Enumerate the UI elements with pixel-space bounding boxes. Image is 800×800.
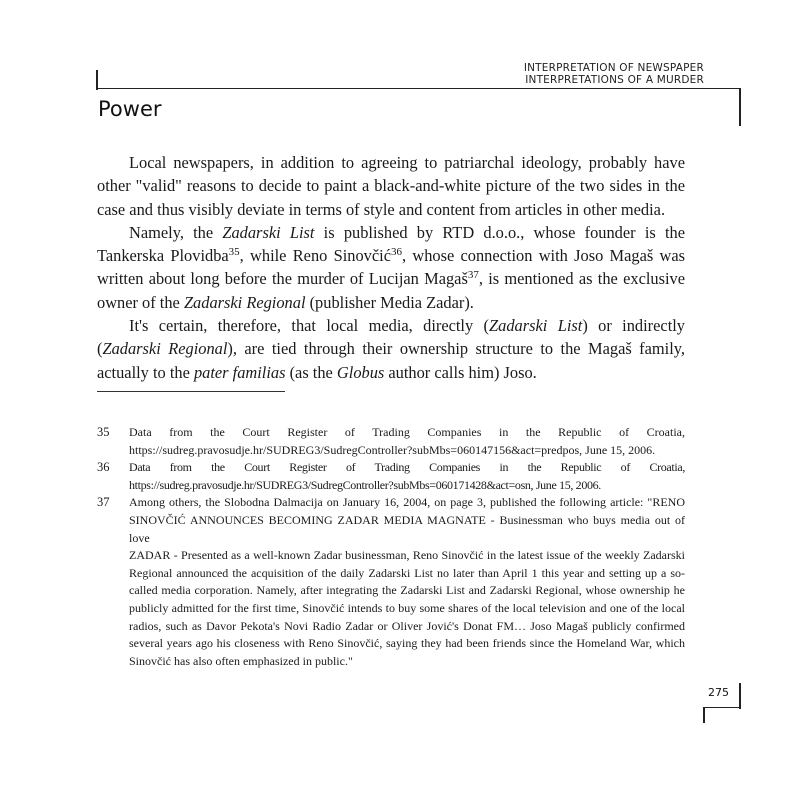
footnote-text: Data from the Court Register of Trading Companies in the Republic of Croatia, https://sudreg.pravosudje.hr/SUDREG3/SudregController?subMbs=060171428&act=osn, June 15, 2006. — [129, 460, 685, 492]
footnote-separator — [97, 391, 285, 392]
footnotes — [97, 424, 685, 670]
paragraph-1: Local newspapers, in addition to agreeing to patriarchal ideology, probably have other "valid" reasons to decide to paint a black-and-white picture of the two sides in the case and thus visibly deviate in terms of style and content from articles in other media. — [97, 153, 685, 219]
footnote-text: Data from the Court Register of Trading Companies in the Republic of Croatia, https://sudreg.pravosudje.hr/SUDREG3/SudregController?subMbs=060147156&act=predpos, June 15, 2006. — [129, 425, 685, 457]
footnote-37 — [97, 494, 685, 670]
page-number: 275 — [708, 686, 729, 699]
footnote-number: 36 — [97, 460, 110, 475]
latin-term: pater familias — [193, 362, 286, 382]
chapter-title: Power — [98, 97, 162, 121]
footnote-35 — [97, 424, 685, 459]
publication-name: Zadarski List — [222, 222, 315, 242]
header-rule-top — [96, 88, 741, 89]
publication-name: Globus — [336, 362, 385, 382]
running-header-line-2: INTERPRETATIONS OF A MURDER — [525, 74, 704, 86]
publication-name: Zadarski List — [489, 316, 583, 336]
page-number-rule-horizontal — [703, 707, 741, 708]
footnote-36 — [97, 459, 685, 494]
body-text — [97, 151, 685, 384]
paragraph-3: It's certain, therefore, that local media, directly (Zadarski List) or indirectly (Zadarski Regional), are tied through their ownership structure to the Magaš family, actually to the pater familias (as the Globus author calls him) Joso. — [97, 316, 686, 382]
header-rule-left — [96, 70, 98, 90]
footnote-number: 35 — [97, 425, 110, 439]
footnote-text: ZADAR - Presented as a well-known Zadar businessman, Reno Sinovčić in the latest issue of the weekly Zadarski Regional announced the acquisition of the daily Zadarski List no later than April 1 this year and setting up a so-called media corporation. Namely, after integrating the Zadarski List and Zadarski Regional, whose ownership he publicly admitted for the first time, Sinovčić intends to buy some shares of the local television and one of the local radios, such as Davor Pekota's Novi Radio Zadar or Oliver Jović's Donat FM… Joso Magaš publicly confirmed several years ago his closeness with Reno Sinovčić, saying they had been friends since the Homeland War, which Sinovčić has also often emphasized in public." — [129, 548, 685, 668]
page-number-rule-vertical — [739, 683, 741, 709]
footnote-ref-37[interactable]: 37 — [467, 269, 479, 282]
running-header-line-1: INTERPRETATION OF NEWSPAPER — [523, 62, 704, 74]
paragraph-2: Namely, the Zadarski List is published by RTD d.o.o., whose founder is the Tankerska Plovidba$^{35}$, while Reno Sinovčić$^{36}$, whose connection with Joso Magaš was written about long before the murder of Lucijan Magaš$^{37}$, is mentioned as the exclusive owner of the Zadarski Regional (publisher Media Zadar). — [97, 222, 686, 312]
publication-name: Zadarski Regional — [183, 292, 306, 312]
footnote-text: Among others, the Slobodna Dalmacija on January 16, 2004, on page 3, published the following article: "RENO SINOVČIĆ ANNOUNCES BECOMING ZADAR MEDIA MAGNATE - Businessman who buys media out of love — [129, 495, 685, 545]
footnote-ref-35[interactable]: 35 — [228, 246, 240, 259]
publication-name: Zadarski Regional — [102, 339, 228, 359]
footnote-ref-36[interactable]: 36 — [390, 246, 402, 259]
page-number-rule-tick — [703, 707, 705, 723]
footnote-number: 37 — [97, 495, 110, 510]
header-rule-right — [739, 88, 741, 126]
running-header — [524, 62, 704, 86]
